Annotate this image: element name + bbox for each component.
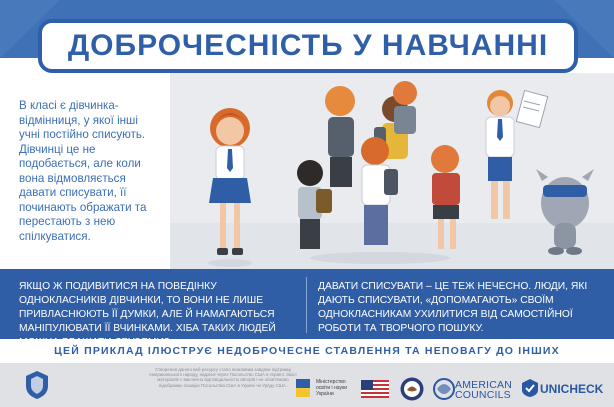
conclusion-bar: [0, 339, 614, 363]
bottom-left-text: ЯКЩО Ж ПОДИВИТИСЯ НА ПОВЕДІНКУ ОДНОКЛАСНИКІВ ДІВЧИНКИ, ТО ВОНИ НЕ ЛИШЕ ПРИВЛАСНЮЮТЬ ЇЇ ДУМКИ, АЛЕ Й НАМАГАЮТЬСЯ МАНІПУЛЮВАТИ ЇЇ ВЧИНКАМИ. ХІБА ТАКИХ ЛЮДЕЙ: [19, 281, 276, 334]
seal-icon: [24, 370, 50, 400]
divider: [306, 277, 307, 333]
conclusion-text: ЦЕЙ ПРИКЛАД ІЛЮСТРУЄ НЕДОБРОЧЕСНЕ СТАВЛЕННЯ ТА НЕПОВАГУ ДО ІНШИХ: [54, 345, 560, 357]
bottom-band: [0, 269, 614, 339]
story-panel: [0, 73, 170, 269]
group-of-classmates: [297, 81, 460, 264]
girl-figure: [208, 108, 252, 267]
page-title: ДОБРОЧЕСНІСТЬ У НАВЧАННІ: [67, 29, 549, 62]
boy-with-paper: [486, 90, 548, 219]
footer: [0, 363, 614, 407]
american-councils-text: AMERICAN COUNCILS: [455, 379, 513, 401]
classroom-illustration: [170, 73, 614, 269]
ministry-text: Міністерство освіти і науки України: [316, 379, 347, 397]
story-text: В класі є дівчинка-відмінниця, у якої інші учні постійно списують. Дівчинці це не подобається, але коли вона відмовляється давати списувати, її починають ображати та перестають з нею спілкуватися.: [19, 99, 147, 243]
title-box: [38, 19, 578, 73]
illustration-scene: [170, 73, 614, 269]
state-department-seal-icon: [400, 377, 424, 401]
unicheck-logo-icon: [521, 378, 539, 398]
bottom-right-text: ДАВАТИ СПИСУВАТИ – ЦЕ ТЕЖ НЕЧЕСНО. ЛЮДИ, ЯКІ ДАЮТЬ СПИСУВАТИ, «ДОПОМАГАЮТЬ» СВОЇМ ОДНОКЛАСНИКАМ УХИЛИТИСЯ ВІД САМОСТІЙНОЇ РОБОТИ ТА ТВОРЧОГО ПОШУКУ.: [318, 281, 588, 334]
fine-print: Створення даного веб-ресурсу стало можливим завдяки підтримці Американського народу, наданої через Посольство США в Україні. Зміст матеріалів є виключно відповідальністю авторів і не обов'язково відображає позицію Посольства США в Україні чи Уряду США.: [149, 367, 297, 388]
monster-mascot: [536, 169, 594, 255]
unicheck-text: UNICHECK: [540, 382, 604, 396]
us-flag-icon: [361, 380, 389, 398]
